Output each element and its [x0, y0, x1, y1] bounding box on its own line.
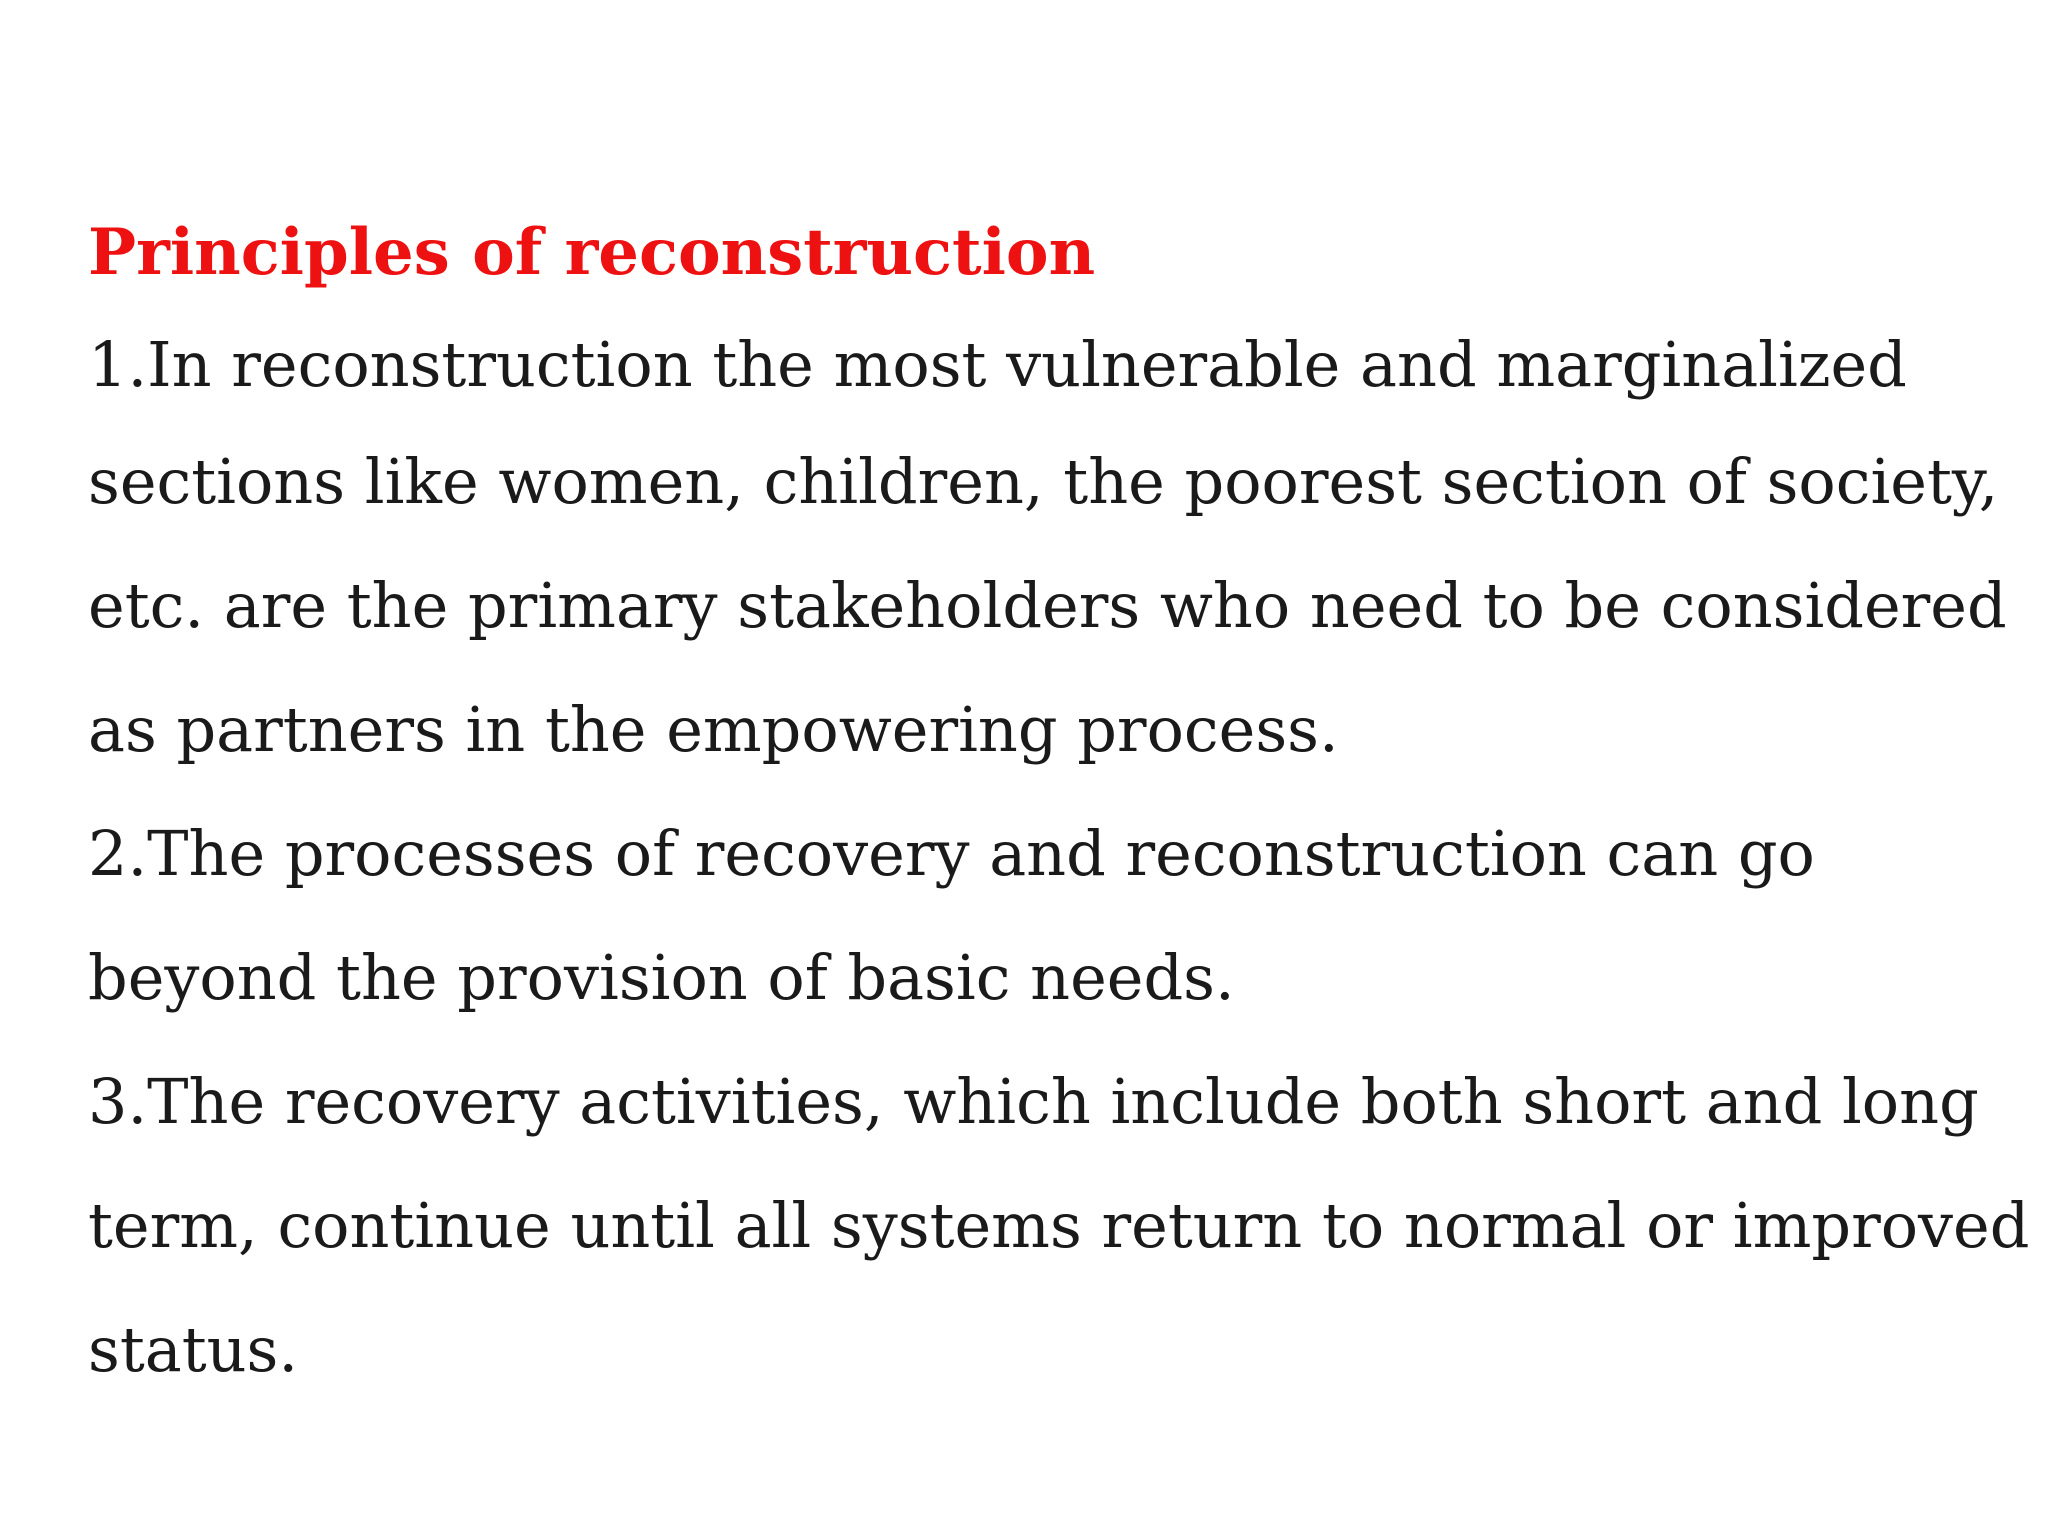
- point-1-line-3: etc. are the primary stakeholders who need to be considered: [88, 569, 2007, 642]
- point-1-line-4: as partners in the empowering process.: [88, 693, 1339, 766]
- point-3-line-2: term, continue until all systems return to normal or improved: [88, 1189, 2030, 1262]
- point-1-line-2: sections like women, children, the poorest section of society,: [88, 445, 1999, 518]
- point-3-line-3: status.: [88, 1313, 299, 1386]
- point-1-line-1: 1.In reconstruction the most vulnerable and marginalized: [88, 328, 1907, 401]
- point-3-line-1: 3.The recovery activities, which include both short and long: [88, 1065, 1979, 1138]
- point-2-line-1: 2.The processes of recovery and reconstruction can go: [88, 817, 1815, 890]
- slide-title: Principles of reconstruction: [88, 215, 1096, 290]
- slide-content: [88, 210, 2030, 1412]
- point-2-line-2: beyond the provision of basic needs.: [88, 941, 1235, 1014]
